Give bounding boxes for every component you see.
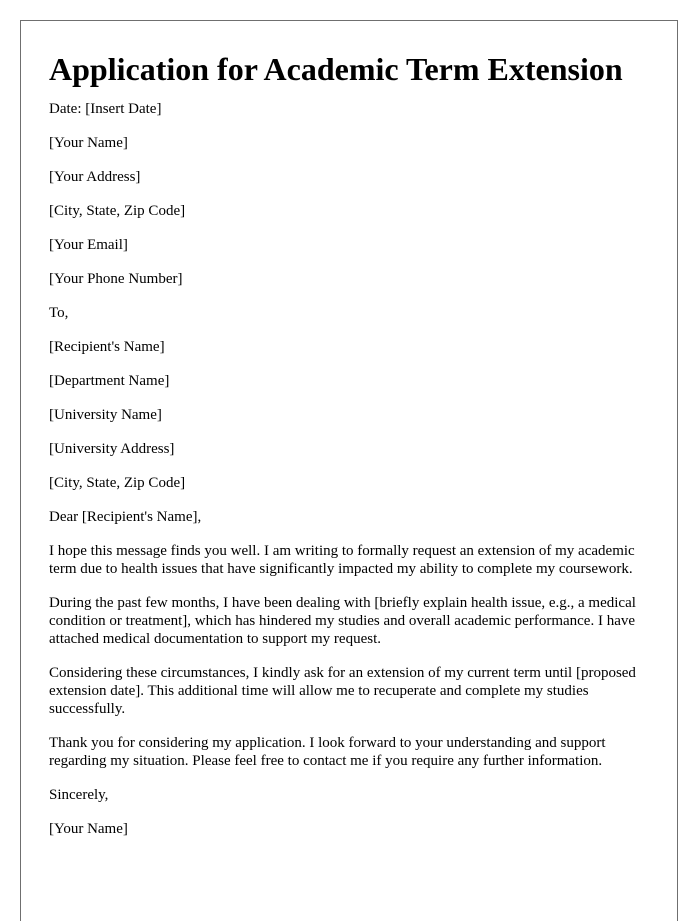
to-label: To,	[49, 305, 69, 321]
sender-address: [Your Address]	[49, 169, 141, 185]
closing: Sincerely,	[49, 787, 109, 803]
sender-name: [Your Name]	[49, 135, 128, 151]
signature-name: [Your Name]	[49, 821, 128, 837]
recipient-university-address: [University Address]	[49, 441, 175, 457]
body-paragraph-2: During the past few months, I have been dealing with [briefly explain health issue, e.g., a medical condition or treatment], which has hindered my studies and overall academic performance. I have attached medical documentation to support my request.	[49, 595, 636, 647]
letter-title: Application for Academic Term Extension	[49, 51, 623, 87]
recipient-department: [Department Name]	[49, 373, 170, 389]
body-paragraph-3: Considering these circumstances, I kindly ask for an extension of my current term until [proposed extension date]. This additional time will allow me to recuperate and complete my studies successfully.	[49, 665, 636, 717]
date-line: Date: [Insert Date]	[49, 101, 162, 117]
sender-email: [Your Email]	[49, 237, 128, 253]
sender-phone: [Your Phone Number]	[49, 271, 183, 287]
recipient-university: [University Name]	[49, 407, 162, 423]
body-paragraph-1: I hope this message finds you well. I am writing to formally request an extension of my academic term due to health issues that have significantly impacted my ability to complete my coursework.	[49, 543, 635, 577]
recipient-name: [Recipient's Name]	[49, 339, 165, 355]
body-paragraph-4: Thank you for considering my application. I look forward to your understanding and support regarding my situation. Please feel free to contact me if you require any further information.	[49, 735, 606, 769]
letter-page	[20, 20, 678, 921]
sender-city-state-zip: [City, State, Zip Code]	[49, 203, 186, 219]
salutation: Dear [Recipient's Name],	[49, 509, 202, 525]
recipient-city-state-zip: [City, State, Zip Code]	[49, 475, 186, 491]
